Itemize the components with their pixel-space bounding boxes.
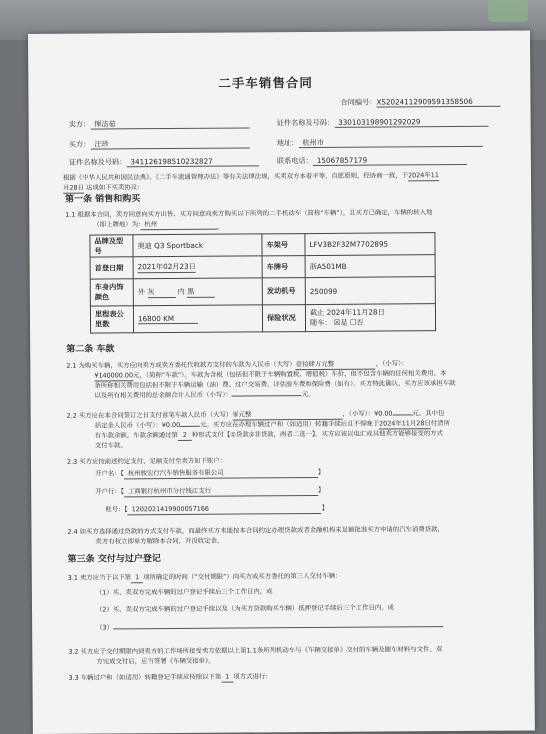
account-number-row (105, 504, 328, 516)
vin-label: 车架号 (262, 234, 305, 256)
final-payment-date: 2024年11月28日 (379, 419, 431, 428)
seller-id-label: 证件名称及号码： (276, 117, 335, 128)
first-payment-upper: 零元整 (232, 410, 342, 421)
account-name-value: 杭州骏宏行汽车销售服务有限公司 (124, 468, 318, 479)
insurance-label: 保险状况 (262, 305, 305, 332)
first-payment-lower: ，（小写）：¥0.00 (342, 409, 393, 418)
intro-line-1 (63, 171, 439, 184)
buyer-row (69, 138, 250, 149)
table-row (90, 277, 435, 306)
article-2-1-text: 2.1 为购买车辆，买方应向卖方或卖方委托代收款方支付的车款为人民币（大写） (66, 360, 296, 370)
article-2-1-text-f: 以及所有相关费用的总金额合计人民币（小写）： (94, 390, 232, 400)
buyer-id-value: 341126198510232827 (126, 156, 258, 167)
reg-date-value (133, 256, 262, 279)
brand-label: 品牌及型号 (90, 235, 133, 257)
article-1-1-text: （即上牌地）为: (93, 220, 141, 229)
mileage-label: 里程表公里数 (90, 306, 133, 333)
contract-number-label: 合同编号： (340, 97, 377, 107)
article-2-2-text-g: 有车款余额。车款余额通过第 (94, 430, 178, 440)
bracket-close: 】 (321, 503, 329, 512)
engine-value: 250099 (305, 277, 435, 305)
article-2-3-line: 2.3 买方应按前述约定支付、足额支付至卖方如下账户： (66, 456, 227, 466)
intro-date-b: 月28日 (63, 183, 85, 192)
article-2-2-text-e: 元。买方应在办理车辆过户和（如适用）转籍手续后且不得晚于 (200, 419, 380, 429)
seller-id-value: 330103198901292029 (334, 117, 488, 128)
seller-label: 卖方： (68, 119, 91, 129)
article-2-2-text-f: 付清所 (430, 419, 450, 428)
phone-row (277, 155, 467, 166)
account-bank-value: 工商银行杭州市分行钱江支行 (124, 486, 318, 497)
account-name-label: 开户名：【 (95, 469, 124, 478)
insurance-follow-label: 随车： (309, 317, 332, 328)
table-row (90, 304, 435, 333)
insurance-value (305, 304, 435, 332)
article-2-4-line-1: 2.4 如买方选择通过贷款的方式支付车款，而最终买方未能按本合同约定办理贷款或者金融机构未足额批准买方申请的汽车消费贷款， (67, 525, 444, 536)
article-2-1-line-4 (94, 390, 314, 401)
phone-value: 15067857179 (313, 155, 467, 166)
color-out-value: 灰 (147, 286, 175, 297)
bracket-close: 】 (317, 485, 325, 494)
contract-number (340, 97, 500, 108)
contract-page (28, 30, 535, 733)
vehicle-table (89, 232, 436, 333)
mileage-text: 16800 KM (138, 314, 198, 324)
article-3-1-option-1: （1）买、卖双方完成车辆的过户登记手续后三个工作日内，或 (95, 587, 273, 597)
article-2-1-text-b: ，（小写）： (375, 359, 408, 368)
article-2-1-text-d: 元，（简称“车款”）。车款为含税（包括但不限于车辆购置税、增值税）车价，但不包含车辆的任何相关费用。本 (132, 369, 447, 380)
article-3-1-option-3 (96, 621, 443, 632)
address-label: 地址： (276, 138, 299, 148)
contract-number-value: XS2024112909591358506 (376, 97, 500, 108)
plate-value: 浙A501MB (305, 255, 435, 278)
vin-value: LFV3B2F32M7702895 (305, 233, 435, 256)
intro-line-2 (63, 183, 144, 194)
checkbox-empty-icon[interactable]: ☐ (349, 317, 357, 327)
seller-value: 惲洁茹 (90, 118, 249, 129)
article-2-2-text-c: 元。其中包 (412, 409, 445, 418)
bracket-close: 】 (317, 467, 325, 476)
color-in-value: 黑 (187, 286, 215, 297)
article-1-1-line-1: 1.1 根据本合同，卖方同意向买方出售、买方同意向卖方购买以下所列的二手机动车（简称“车辆”），且买方已确定，车辆的转入地 (65, 208, 433, 219)
engine-label: 发动机号 (262, 278, 305, 305)
transfer-option: 1 (221, 673, 233, 683)
account-bank-row (95, 486, 324, 498)
article-3-3-text: 3.3 车辆过户和（如适用）转籍登记手续应按照以下第 (68, 672, 222, 682)
article-3-title: 第三条 交付与过户登记 (67, 554, 161, 565)
article-3-2-line-1: 3.2 买方应于交付期限内到卖方的工作场所接受卖方依据以上第1.1条所列机动车与《车辆交接单》交付的车辆及随车材料与文件。双 (68, 645, 443, 656)
checkbox-checked-icon[interactable]: ☒ (333, 317, 341, 327)
transfer-city: 杭州 (140, 220, 218, 231)
account-name-row (95, 468, 324, 480)
plate-label: 车牌号 (262, 256, 305, 278)
article-2-1-line-3: 条所称相关费用包括但不限于车辆运输（油）费、过户交易费、评估验车费和保险费（如有）。买方特此确认，买方应该承担车款 (94, 379, 456, 390)
buyer-value: 汪珍 (90, 138, 249, 149)
article-2-4-line-2: 卖方有权立即单方解除本合同，并没收定金。 (95, 536, 224, 546)
page-title: 二手车销售合同 (218, 75, 313, 91)
table-row (90, 233, 435, 257)
seller-id-row (277, 117, 489, 128)
address-value: 杭州市 (298, 137, 482, 148)
color-value (133, 278, 262, 306)
mileage-value (133, 305, 262, 333)
article-3-3-line (68, 672, 267, 683)
article-2-2-text: 2.2 买方应在本合同签订之日支付首笔车款人民币（大写） (66, 410, 233, 420)
article-2-title: 第二条 车款 (66, 344, 115, 355)
article-2-2-line-4: 支付车款。 (94, 441, 127, 450)
delivery-option: 1 (131, 573, 143, 583)
seller-row (69, 118, 250, 129)
phone-label: 联系电话： (276, 156, 313, 166)
article-1-title: 第一条 销售和购买 (65, 194, 141, 205)
insurance-follow (310, 317, 431, 328)
reg-date-text: 2021年02月23日 (137, 261, 196, 272)
payment-method: 2 (178, 431, 192, 441)
price-upper: 壹拾肆万元整 (296, 360, 376, 371)
intro-date-a: 2024年11 (408, 171, 439, 180)
article-2-1-text-g: 元。 (301, 390, 315, 399)
article-3-1-option-2: （2）买、卖双方完成车辆的过户登记手续以及（为买方贷款购买车辆）抵押登记手续后三个工作日内，或 (95, 603, 395, 614)
reg-date-label: 首登日期 (90, 257, 133, 279)
insurance-no-label: 否 (356, 317, 364, 327)
color-label: 车身内饰颜色 (90, 279, 133, 306)
intro-text: 根据《中华人民共和国民法典》、《二手车流通管理办法》等有关法律法规，买卖双方本着平等、自愿原则，经协商一致，于 (62, 171, 409, 182)
account-number-label: 账号：【 (105, 505, 128, 514)
insurance-yes-label: 是 (340, 317, 348, 327)
color-in-label: 内 (177, 286, 185, 296)
buyer-id-label: 证件名称及号码： (68, 157, 127, 167)
account-bank-label: 开户行：【 (95, 487, 124, 496)
article-3-1-line (68, 572, 342, 584)
article-2-2-text-h: 种形式支付【①贷款②非贷款，两者二选一】。买方应该以电汇或其他卖方能够接受的方式 (191, 429, 444, 439)
article-1-1-line-2 (93, 220, 218, 231)
option-3-label: （3） (96, 623, 114, 632)
address-row (277, 137, 483, 148)
insurance-date: 截止 2024年11月28日 (309, 307, 385, 318)
color-out-label: 外 (137, 286, 146, 296)
buyer-label: 买方： (68, 139, 91, 149)
article-3-2-line-2: 方完成交付后，应当签署《车辆交接单》。 (96, 656, 215, 666)
table-row (90, 255, 435, 279)
desk-object (488, 0, 528, 22)
article-3-3-text-b: 项方式进行: (233, 672, 268, 681)
article-3-1-text: 3.1 卖方应当于以下第 (67, 573, 132, 582)
intro-text-2: 达成如下买卖协议： (86, 183, 144, 192)
price-lower: ¥140000.00 (94, 371, 134, 380)
buyer-id-row (69, 156, 259, 167)
article-3-1-text-b: 项所确定的时间（“交付期限”）向买方或买方委托的第三人交付车辆： (143, 571, 342, 582)
article-2-2-line-3 (95, 429, 443, 441)
deposit-amount: 括定金人民币（小写）：¥0.00 (94, 420, 181, 430)
account-number-value: 1202021419900057166 (128, 504, 322, 515)
brand-value: 奥迪 Q3 Sportback (133, 234, 262, 257)
